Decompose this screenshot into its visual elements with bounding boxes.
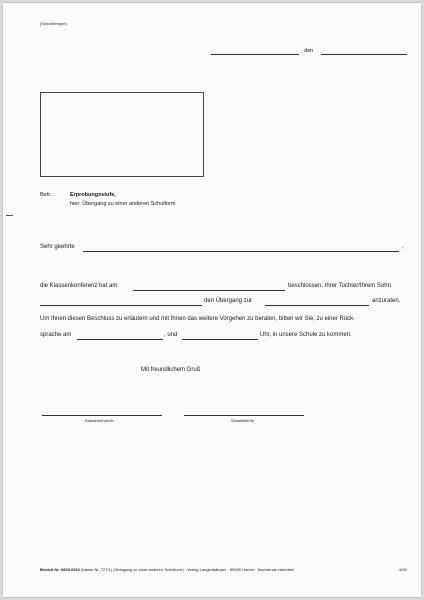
footer-order (40, 568, 294, 572)
body-line1-start: die Klassenkonferenz hat am (40, 283, 118, 289)
body-line2-end: anzuraten. (372, 298, 401, 304)
subject-label: Betr.: (40, 192, 53, 198)
meeting-date-field[interactable] (77, 339, 163, 340)
subject-title: Erprobungsstufe, (70, 192, 116, 198)
principal-signature-label: Schulleiter/in (231, 418, 254, 423)
place-field[interactable] (211, 54, 299, 55)
footer-order-text: (bisher Nr. 727/1) (Übergang zu einer anderen Schulform) · Verlag Langenkämper · 59009 Hamm · Nachdruck verboten! (81, 567, 295, 572)
principal-signature-line[interactable] (184, 415, 304, 416)
body-line1-mid: beschlossen, Ihrer Tochter/Ihrem Sohn (288, 283, 391, 289)
body-line4-start: sprache am (40, 332, 72, 338)
subject-subtitle: hier: Übergang zu einer anderen Schulform (70, 201, 176, 207)
footer-order-label: Bestell-Nr. 0805-0912 (40, 567, 81, 572)
footer-edition: 4/09 (399, 567, 407, 572)
stamp-box (40, 92, 204, 177)
body-line2-mid: den Übergang zur (204, 298, 253, 304)
school-type-field[interactable] (265, 305, 369, 306)
school-stamp-label: (Schulstempel) (40, 21, 67, 26)
body-line4-mid: , und (164, 332, 178, 338)
conference-date-field[interactable] (133, 290, 285, 291)
student-name-field[interactable] (40, 305, 202, 306)
fold-mark (6, 215, 13, 216)
closing-text: Mit freundlichem Gruß (141, 367, 201, 373)
recipient-name-field[interactable] (83, 251, 399, 252)
form-sheet (2, 2, 422, 598)
date-separator: , den (301, 48, 314, 54)
salutation-text: Sehr geehrte (40, 244, 75, 250)
salutation-comma: , (402, 244, 404, 250)
body-line4-end: Uhr, in unsere Schule zu kommen. (260, 332, 352, 338)
teacher-signature-label: Klassenlehrer/in (85, 418, 114, 423)
date-field[interactable] (321, 54, 407, 55)
teacher-signature-line[interactable] (42, 415, 162, 416)
meeting-time-field[interactable] (182, 339, 258, 340)
body-line3: Um Ihnen diesen Beschluss zu erläutern und mit Ihnen das weitere Vorgehen zu beraten, bitten wir Sie, zu einer Rück- (40, 316, 356, 322)
